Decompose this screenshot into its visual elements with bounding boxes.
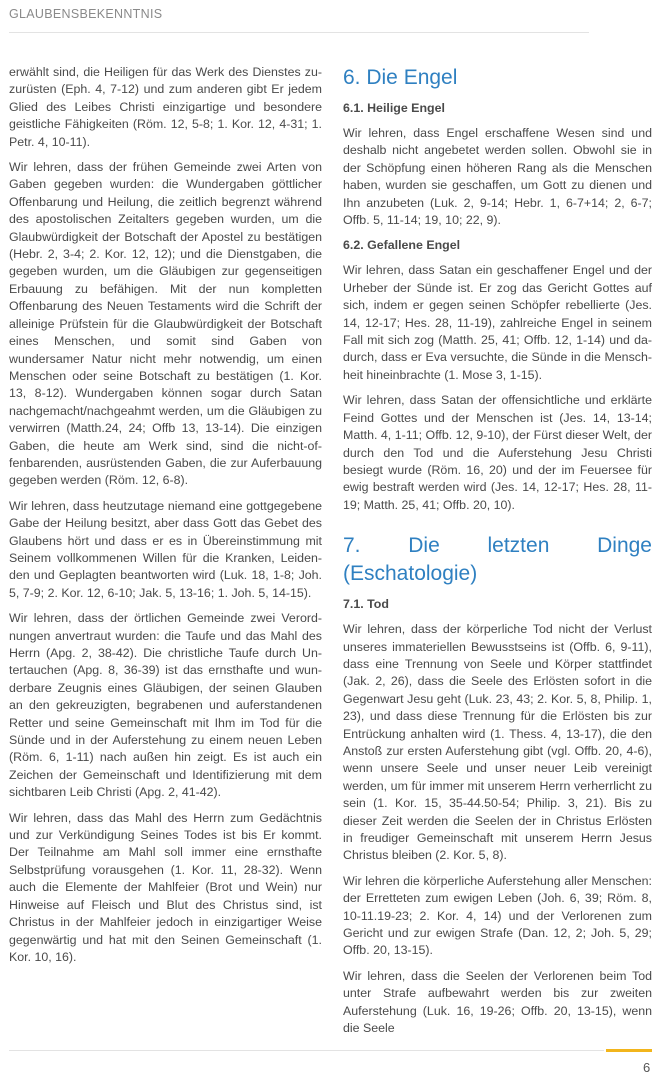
page-number: 6 xyxy=(643,1060,651,1075)
paragraph: Wir lehren, dass Satan ein geschaffener Engel und der Urheber der Sünde ist. Er zog das Gericht Gottes auf sich, indem er gegen seinen Schöpfer rebellierte (Jes. 14, 12-17; Hes. 28, 11-19), zahlreiche Engel in seinem Fall mit sich zog (Matth. 25, 41; Offb. 12, 1-14) und dadurch, dass er Eva versuchte, die Sünde in die Menschheit hineinbrachte (1. Mose 3, 1-15). xyxy=(343,263,652,382)
running-header: GLAUBENSBEKENNTNIS xyxy=(9,7,163,21)
subsection-6-1-heading: 6.1. Heilige Engel xyxy=(343,101,445,115)
paragraph: Wir lehren, dass die Seelen der Verlorenen beim Tod unter Strafe aufbewahrt werden bis zur zweiten Auferstehung (Luk. 16, 19-26; Offb. 20, 13-15), wenn die Seele xyxy=(343,968,652,1036)
section-6-heading: 6. Die Engel xyxy=(343,66,458,89)
subsection-7-1-heading: 7.1. Tod xyxy=(343,597,389,612)
paragraph: erwählt sind, die Heiligen für das Werk des Dienstes zuzurüsten (Eph. 4, 7-12) und zum anderen gibt Er jedem Glied des Leibes Christi einzigartige und besondere geistliche Fähigkeiten (Röm. 12, 5-8; 1. Kor. 12, 4-31; 1. Petr. 4, 10-11). xyxy=(9,65,322,149)
section-7-heading: 7. Die letzten Dinge (Eschatologie) xyxy=(343,534,652,586)
footer-accent-bar xyxy=(606,1049,652,1052)
paragraph: Wir lehren, dass der frühen Gemeinde zwei Arten von Gaben gegeben wurden: die Wundergaben göttlicher Offenbarung und Heilung, die zeitlich begrenzt während des apostolischen Zeitalters gegeben wurden, um die Glaubwürdigkeit der Botschaft der Apostel zu bestätigen (Hebr. 2, 3-4; 2. Kor. 12, 12); und die Dienstgaben, die gegeben wurden, um die Gläubigen zur gegenseitigen Erbauung zu befähigen. Mit der nun kompletten Offenbarung des Neuen Testaments wird die Schrift der alleinige Prüfstein für die Glaubwürdigkeit der Botschaft eines Menschen, und somit sind Gaben von wundersamer Natur nicht mehr notwendig, um einen Menschen oder seine Botschaft zu bestätigen (1. Kor. 13, 8-12). Wundergaben können sogar durch Satan nachgemacht/nachgeahmt werden, um die Gläubigen zu verwirren (Matth.24, 24; Offb 13, 13-14). Die einzigen Gaben, die heute am Werk sind, sind die nicht-offenbarenden, ausrüstenden Gaben, die zur Auferbauung gegeben werden (Röm. 12, 6-8). xyxy=(9,160,322,488)
subsection-6-2-heading: 6.2. Gefallene Engel xyxy=(343,238,461,253)
paragraph: Wir lehren, dass der körperliche Tod nicht der Verlust unseres immateriellen Bewusstseins ist (Offb. 6, 9-11), dass eine Trennung von Seele und Körper stattfindet (Jak. 2, 26), dass die Seele des Erlösten sofort in die Gegenwart Jesu geht (Luk. 23, 43; 2. Kor. 5, 8, Philip. 1, 23), und dass diese Trennung für die Erlösten bis zur Entrückung anhalten wird (1. Thess. 4, 13-17), die den Anstoß zur ersten Auferstehung gibt (vgl. Offb. 20, 4-6), wenn unsere Seele und unser neuer Leib vereinigt werden, um für immer mit unserem Herrn verherrlicht zu sein (1. Kor. 15, 35-44.50-54; Philip. 3, 21). Bis zu dieser Zeit werden die Seelen der in Christus Erlösten in freudiger Gemeinschaft mit unserem Herrn Jesus Christus bleiben (2. Kor. 5, 8). xyxy=(343,622,652,863)
paragraph: Wir lehren, dass Engel erschaffene Wesen sind und deshalb nicht angebetet werden sollen. Obwohl sie in der Schöpfung einen höheren Rang als die Menschen haben, wurden sie geschaffen, um Gott zu dienen und Ihn anzubeten (Luk. 2, 9-14; Hebr. 1, 6-7+14; 2, 6-7; Offb. 5, 11-14; 19, 10; 22, 9). xyxy=(343,126,652,228)
right-column xyxy=(343,64,652,1045)
paragraph: Wir lehren, dass das Mahl des Herrn zum Gedächtnis und zur Verkündigung Seines Todes ist bis Er kommt. Der Teilnahme am Mahl soll immer eine ernsthafte Selbstprüfung vorausgehen (1. Kor. 11, 28-32). Wenn auch die Elemente der Mahlfeier (Brot und Wein) nur Hinweise auf Fleisch und Blut des Christus sind, ist Christus in der Mahlfeier jedoch in einzigartiger Weise gegenwärtig und hat mit den Seinen Gemeinschaft (1. Kor. 10, 16). xyxy=(9,810,322,964)
footer-divider xyxy=(9,1050,604,1051)
paragraph: Wir lehren, dass heutzutage niemand eine gottgegebene Gabe der Heilung besitzt, aber dass Gott das Gebet des Glaubens hört und dass er es in Übereinstimmung mit Seinem vollkommenen Willen für die Kranken, Leidenden und Geplagten beantworten wird (Luk. 18, 1-8; Joh. 5, 7-9; 2. Kor. 12, 6-10; Jak. 5, 13-16; 1. Joh. 5, 14-15). xyxy=(9,498,322,600)
paragraph: Wir lehren, dass Satan der offensichtliche und erklärte Feind Gottes und der Menschen ist (Jes. 14, 13-14; Matth. 4, 1-11; Offb. 12, 9-10), der Fürst dieser Welt, der durch den Tod und die Auferstehung Jesu Christi besiegt wurde (Röm. 16, 20) und der im Feuersee für ewig bestraft werden wird (Jes. 14, 12-17; Hes. 28, 11-19; Matth. 25, 41; Offb. 20, 10). xyxy=(343,393,652,512)
left-column xyxy=(9,64,322,974)
paragraph: Wir lehren die körperliche Auferstehung aller Menschen: der Erretteten zum ewigen Leben (Joh. 6, 39; Röm. 8, 10-11.19-23; 2. Kor. 4, 14) und der Verlorenen zum Gericht und zur ewigen Strafe (Dan. 12, 2; Joh. 5, 29; Offb. 20, 13-15). xyxy=(343,873,652,958)
header-divider xyxy=(9,32,589,33)
paragraph: Wir lehren, dass der örtlichen Gemeinde zwei Verordnungen anvertraut wurden: die Taufe und das Mahl des Herrn (Apg. 2, 38-42). Die christliche Taufe durch Untertauchen (Apg. 8, 36-39) ist das ernsthafte und wunderbare Zeugnis eines Gläubigen, der seinen Glauben an den gekreuzigten, begrabenen und auferstandenen Retter und seine Gemeinschaft mit Ihm im Tod für die Sünde und in der Auferstehung zu einem neuen Leben (Röm. 6, 1-11) nach außen hin zeigt. Es ist auch ein Zeichen der Gemeinschaft und Identifizierung mit dem sichtbaren Leib Christi (Apg. 2, 41-42). xyxy=(9,611,322,800)
